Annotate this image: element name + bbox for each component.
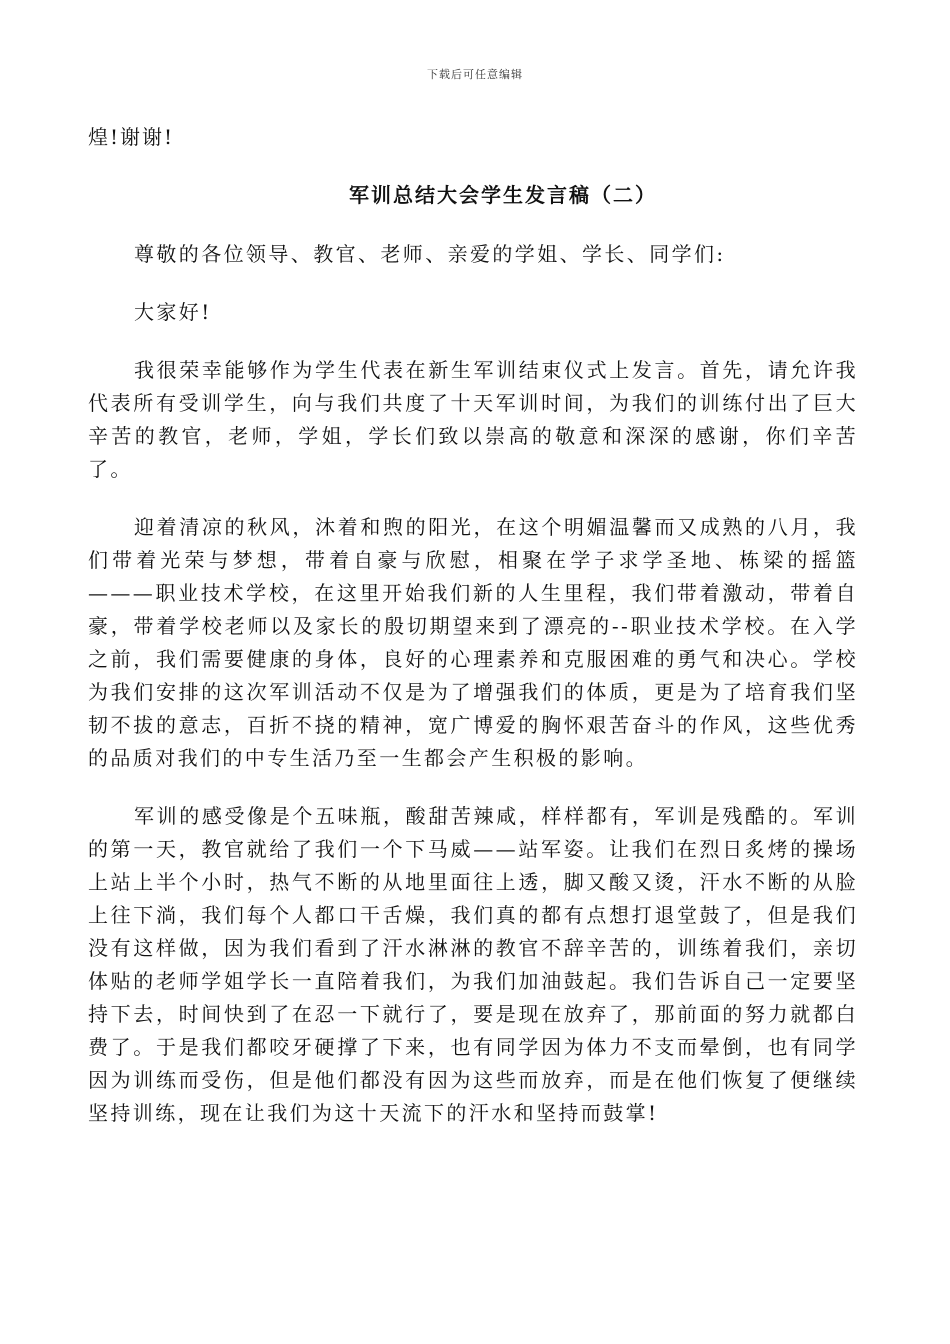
continuation-line: 煌!谢谢! [88,125,175,149]
document-body [88,120,858,1155]
page-header-note: 下载后可任意编辑 [427,68,523,81]
document-title: 军训总结大会学生发言稿（二） [349,183,657,207]
body-paragraph-1: 我很荣幸能够作为学生代表在新生军训结束仪式上发言。首先，请允许我代表所有受训学生，向与我们共度了十天军训时间，为我们的训练付出了巨大辛苦的教官，老师，学姐，学长们致以崇高的敬意和深深的感谢，你们辛苦了。 [88,358,858,481]
greeting-paragraph: 大家好! [134,300,212,324]
salutation-paragraph: 尊敬的各位领导、教官、老师、亲爱的学姐、学长、同学们: [134,242,726,266]
body-paragraph-2: 迎着清凉的秋风，沐着和煦的阳光，在这个明媚温馨而又成熟的八月，我们带着光荣与梦想，带着自豪与欣慰，相聚在学子求学圣地、栋梁的摇篮———职业技术学校，在这里开始我们新的人生里程，我们带着激动，带着自豪，带着学校老师以及家长的殷切期望来到了漂亮的--职业技术学校。在入学之前，我们需要健康的身体，良好的心理素养和克服困难的勇气和决心。学校为我们安排的这次军训活动不仅是为了增强我们的体质，更是为了培育我们坚韧不拔的意志，百折不挠的精神，宽广博爱的胸怀艰苦奋斗的作风，这些优秀的品质对我们的中专生活乃至一生都会产生积极的影响。 [88,515,858,770]
body-paragraph-3: 军训的感受像是个五味瓶，酸甜苦辣咸，样样都有，军训是残酷的。军训的第一天，教官就给了我们一个下马威——站军姿。让我们在烈日炙烤的操场上站上半个小时，热气不断的从地里面往上透，脚又酸又烫，汗水不断的从脸上往下淌，我们每个人都口干舌燥，我们真的都有点想打退堂鼓了，但是我们没有这样做，因为我们看到了汗水淋淋的教官不辞辛苦的，训练着我们，亲切体贴的老师学姐学长一直陪着我们，为我们加油鼓起。我们告诉自己一定要坚持下去，时间快到了在忍一下就行了，要是现在放弃了，那前面的努力就都白费了。于是我们都咬牙硬撑了下来，也有同学因为体力不支而晕倒，也有同学因为训练而受伤，但是他们都没有因为这些而放弃，而是在他们恢复了便继续坚持训练，现在让我们为这十天流下的汗水和坚持而鼓掌! [88,804,858,1125]
